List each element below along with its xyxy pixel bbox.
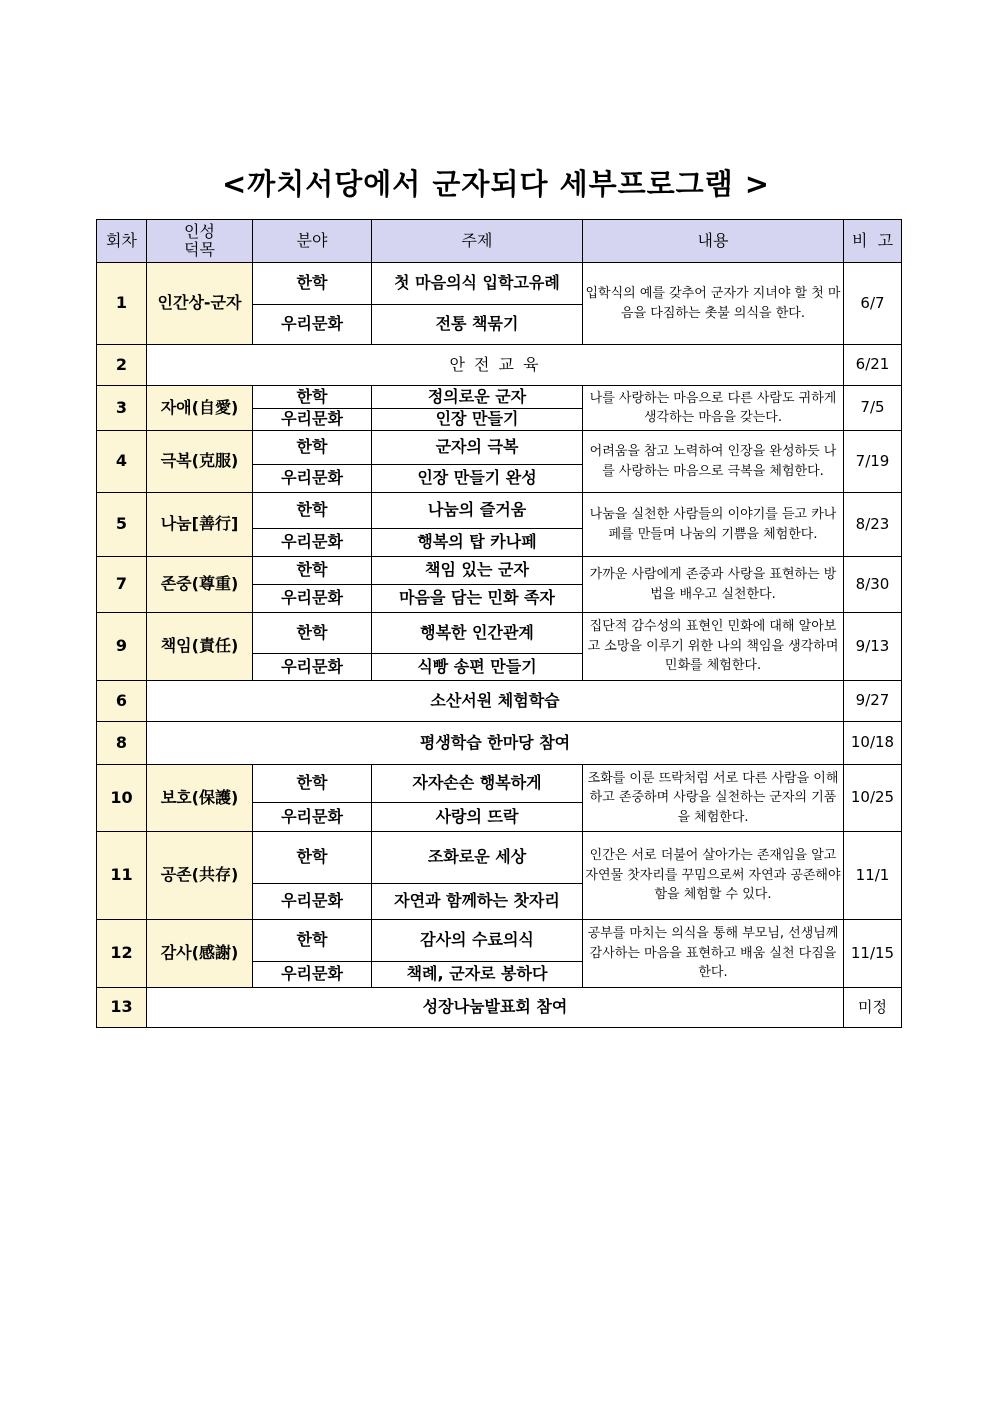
topic-cell: 행복의 탑 카나페 (372, 529, 583, 557)
field-cell: 우리문화 (253, 803, 372, 832)
virtue-cell: 책임(責任) (147, 613, 253, 681)
field-cell: 우리문화 (253, 465, 372, 493)
session-number: 3 (97, 386, 147, 431)
content-cell: 공부를 마치는 의식을 통해 부모님, 선생님께 감사하는 마음을 표현하고 배움 실천 다짐을 한다. (583, 920, 844, 988)
topic-cell: 식빵 송편 만들기 (372, 654, 583, 681)
session-number: 11 (97, 832, 147, 920)
virtue-cell: 인간상-군자 (147, 263, 253, 345)
topic-cell: 나눔의 즐거움 (372, 493, 583, 529)
field-cell: 우리문화 (253, 585, 372, 613)
field-cell: 한학 (253, 613, 372, 654)
topic-cell: 책례, 군자로 봉하다 (372, 962, 583, 988)
session-number: 8 (97, 722, 147, 765)
event-cell: 성장나눔발표회 참여 (147, 988, 844, 1028)
content-cell: 어려움을 참고 노력하여 인장을 완성하듯 나를 사랑하는 마음으로 극복을 체험한다. (583, 431, 844, 493)
date-cell: 11/1 (844, 832, 902, 920)
topic-cell: 조화로운 세상 (372, 832, 583, 884)
field-cell: 한학 (253, 493, 372, 529)
table-row (97, 988, 902, 1028)
field-cell: 한학 (253, 765, 372, 803)
field-cell: 우리문화 (253, 884, 372, 920)
date-cell: 10/18 (844, 722, 902, 765)
field-cell: 우리문화 (253, 409, 372, 431)
session-number: 2 (97, 345, 147, 386)
content-cell: 나눔을 실천한 사람들의 이야기를 듣고 카나페를 만들며 나눔의 기쁨을 체험한다. (583, 493, 844, 557)
date-cell: 11/15 (844, 920, 902, 988)
table-row (97, 386, 902, 409)
topic-cell: 마음을 담는 민화 족자 (372, 585, 583, 613)
header-topic: 주제 (372, 220, 583, 263)
table-row (97, 345, 902, 386)
content-cell: 나를 사랑하는 마음으로 다른 사람도 귀하게 생각하는 마음을 갖는다. (583, 386, 844, 431)
page-title: <까치서당에서 군자되다 세부프로그램 > (221, 167, 771, 201)
session-number: 9 (97, 613, 147, 681)
date-cell: 8/30 (844, 557, 902, 613)
date-cell: 8/23 (844, 493, 902, 557)
virtue-cell: 나눔[善行] (147, 493, 253, 557)
virtue-cell: 자애(自愛) (147, 386, 253, 431)
field-cell: 한학 (253, 386, 372, 409)
header-note: 비 고 (844, 220, 902, 263)
field-cell: 한학 (253, 832, 372, 884)
topic-cell: 정의로운 군자 (372, 386, 583, 409)
topic-cell: 첫 마음의식 입학고유례 (372, 263, 583, 305)
program-table (96, 219, 902, 1028)
field-cell: 우리문화 (253, 529, 372, 557)
session-number: 7 (97, 557, 147, 613)
field-cell: 한학 (253, 263, 372, 305)
event-cell: 평생학습 한마당 참여 (147, 722, 844, 765)
date-cell: 6/21 (844, 345, 902, 386)
field-cell: 한학 (253, 431, 372, 465)
event-cell: 소산서원 체험학습 (147, 681, 844, 722)
topic-cell: 자자손손 행복하게 (372, 765, 583, 803)
date-cell: 7/19 (844, 431, 902, 493)
date-cell: 9/13 (844, 613, 902, 681)
topic-cell: 감사의 수료의식 (372, 920, 583, 962)
virtue-cell: 감사(感謝) (147, 920, 253, 988)
topic-cell: 자연과 함께하는 찻자리 (372, 884, 583, 920)
field-cell: 한학 (253, 920, 372, 962)
content-cell: 인간은 서로 더불어 살아가는 존재임을 알고 자연물 찻자리를 꾸밈으로써 자연과 공존해야 함을 체험할 수 있다. (583, 832, 844, 920)
content-cell: 조화를 이룬 뜨락처럼 서로 다른 사람을 이해하고 존중하며 사랑을 실천하는 군자의 기품을 체험한다. (583, 765, 844, 832)
header-virtue: 인성 덕목 (147, 220, 253, 263)
header-content: 내용 (583, 220, 844, 263)
date-cell: 미정 (844, 988, 902, 1028)
session-number: 1 (97, 263, 147, 345)
virtue-cell: 보호(保護) (147, 765, 253, 832)
header-num: 회차 (97, 220, 147, 263)
field-cell: 한학 (253, 557, 372, 585)
virtue-cell: 존중(尊重) (147, 557, 253, 613)
table-row (97, 681, 902, 722)
session-number: 13 (97, 988, 147, 1028)
content-cell: 집단적 감수성의 표현인 민화에 대해 알아보고 소망을 이루기 위한 나의 책임을 생각하며 민화를 체험한다. (583, 613, 844, 681)
table-row (97, 920, 902, 962)
table-row (97, 493, 902, 529)
topic-cell: 인장 만들기 완성 (372, 465, 583, 493)
date-cell: 9/27 (844, 681, 902, 722)
topic-cell: 군자의 극복 (372, 431, 583, 465)
topic-cell: 행복한 인간관계 (372, 613, 583, 654)
table-row (97, 613, 902, 654)
table-row (97, 557, 902, 585)
session-number: 6 (97, 681, 147, 722)
virtue-cell: 공존(共存) (147, 832, 253, 920)
topic-cell: 책임 있는 군자 (372, 557, 583, 585)
table-row (97, 263, 902, 305)
session-number: 4 (97, 431, 147, 493)
content-cell: 입학식의 예를 갖추어 군자가 지녀야 할 첫 마음을 다짐하는 촛불 의식을 한다. (583, 263, 844, 345)
table-row (97, 722, 902, 765)
date-cell: 7/5 (844, 386, 902, 431)
content-cell: 가까운 사람에게 존중과 사랑을 표현하는 방법을 배우고 실천한다. (583, 557, 844, 613)
date-cell: 6/7 (844, 263, 902, 345)
virtue-cell: 극복(克服) (147, 431, 253, 493)
session-number: 12 (97, 920, 147, 988)
header-row (97, 220, 902, 263)
topic-cell: 사랑의 뜨락 (372, 803, 583, 832)
header-field: 분야 (253, 220, 372, 263)
field-cell: 우리문화 (253, 305, 372, 345)
session-number: 5 (97, 493, 147, 557)
date-cell: 10/25 (844, 765, 902, 832)
table-row (97, 832, 902, 884)
topic-cell: 인장 만들기 (372, 409, 583, 431)
topic-cell: 전통 책묶기 (372, 305, 583, 345)
event-cell: 안 전 교 육 (147, 345, 844, 386)
table-row (97, 765, 902, 803)
field-cell: 우리문화 (253, 962, 372, 988)
field-cell: 우리문화 (253, 654, 372, 681)
table-row (97, 431, 902, 465)
session-number: 10 (97, 765, 147, 832)
